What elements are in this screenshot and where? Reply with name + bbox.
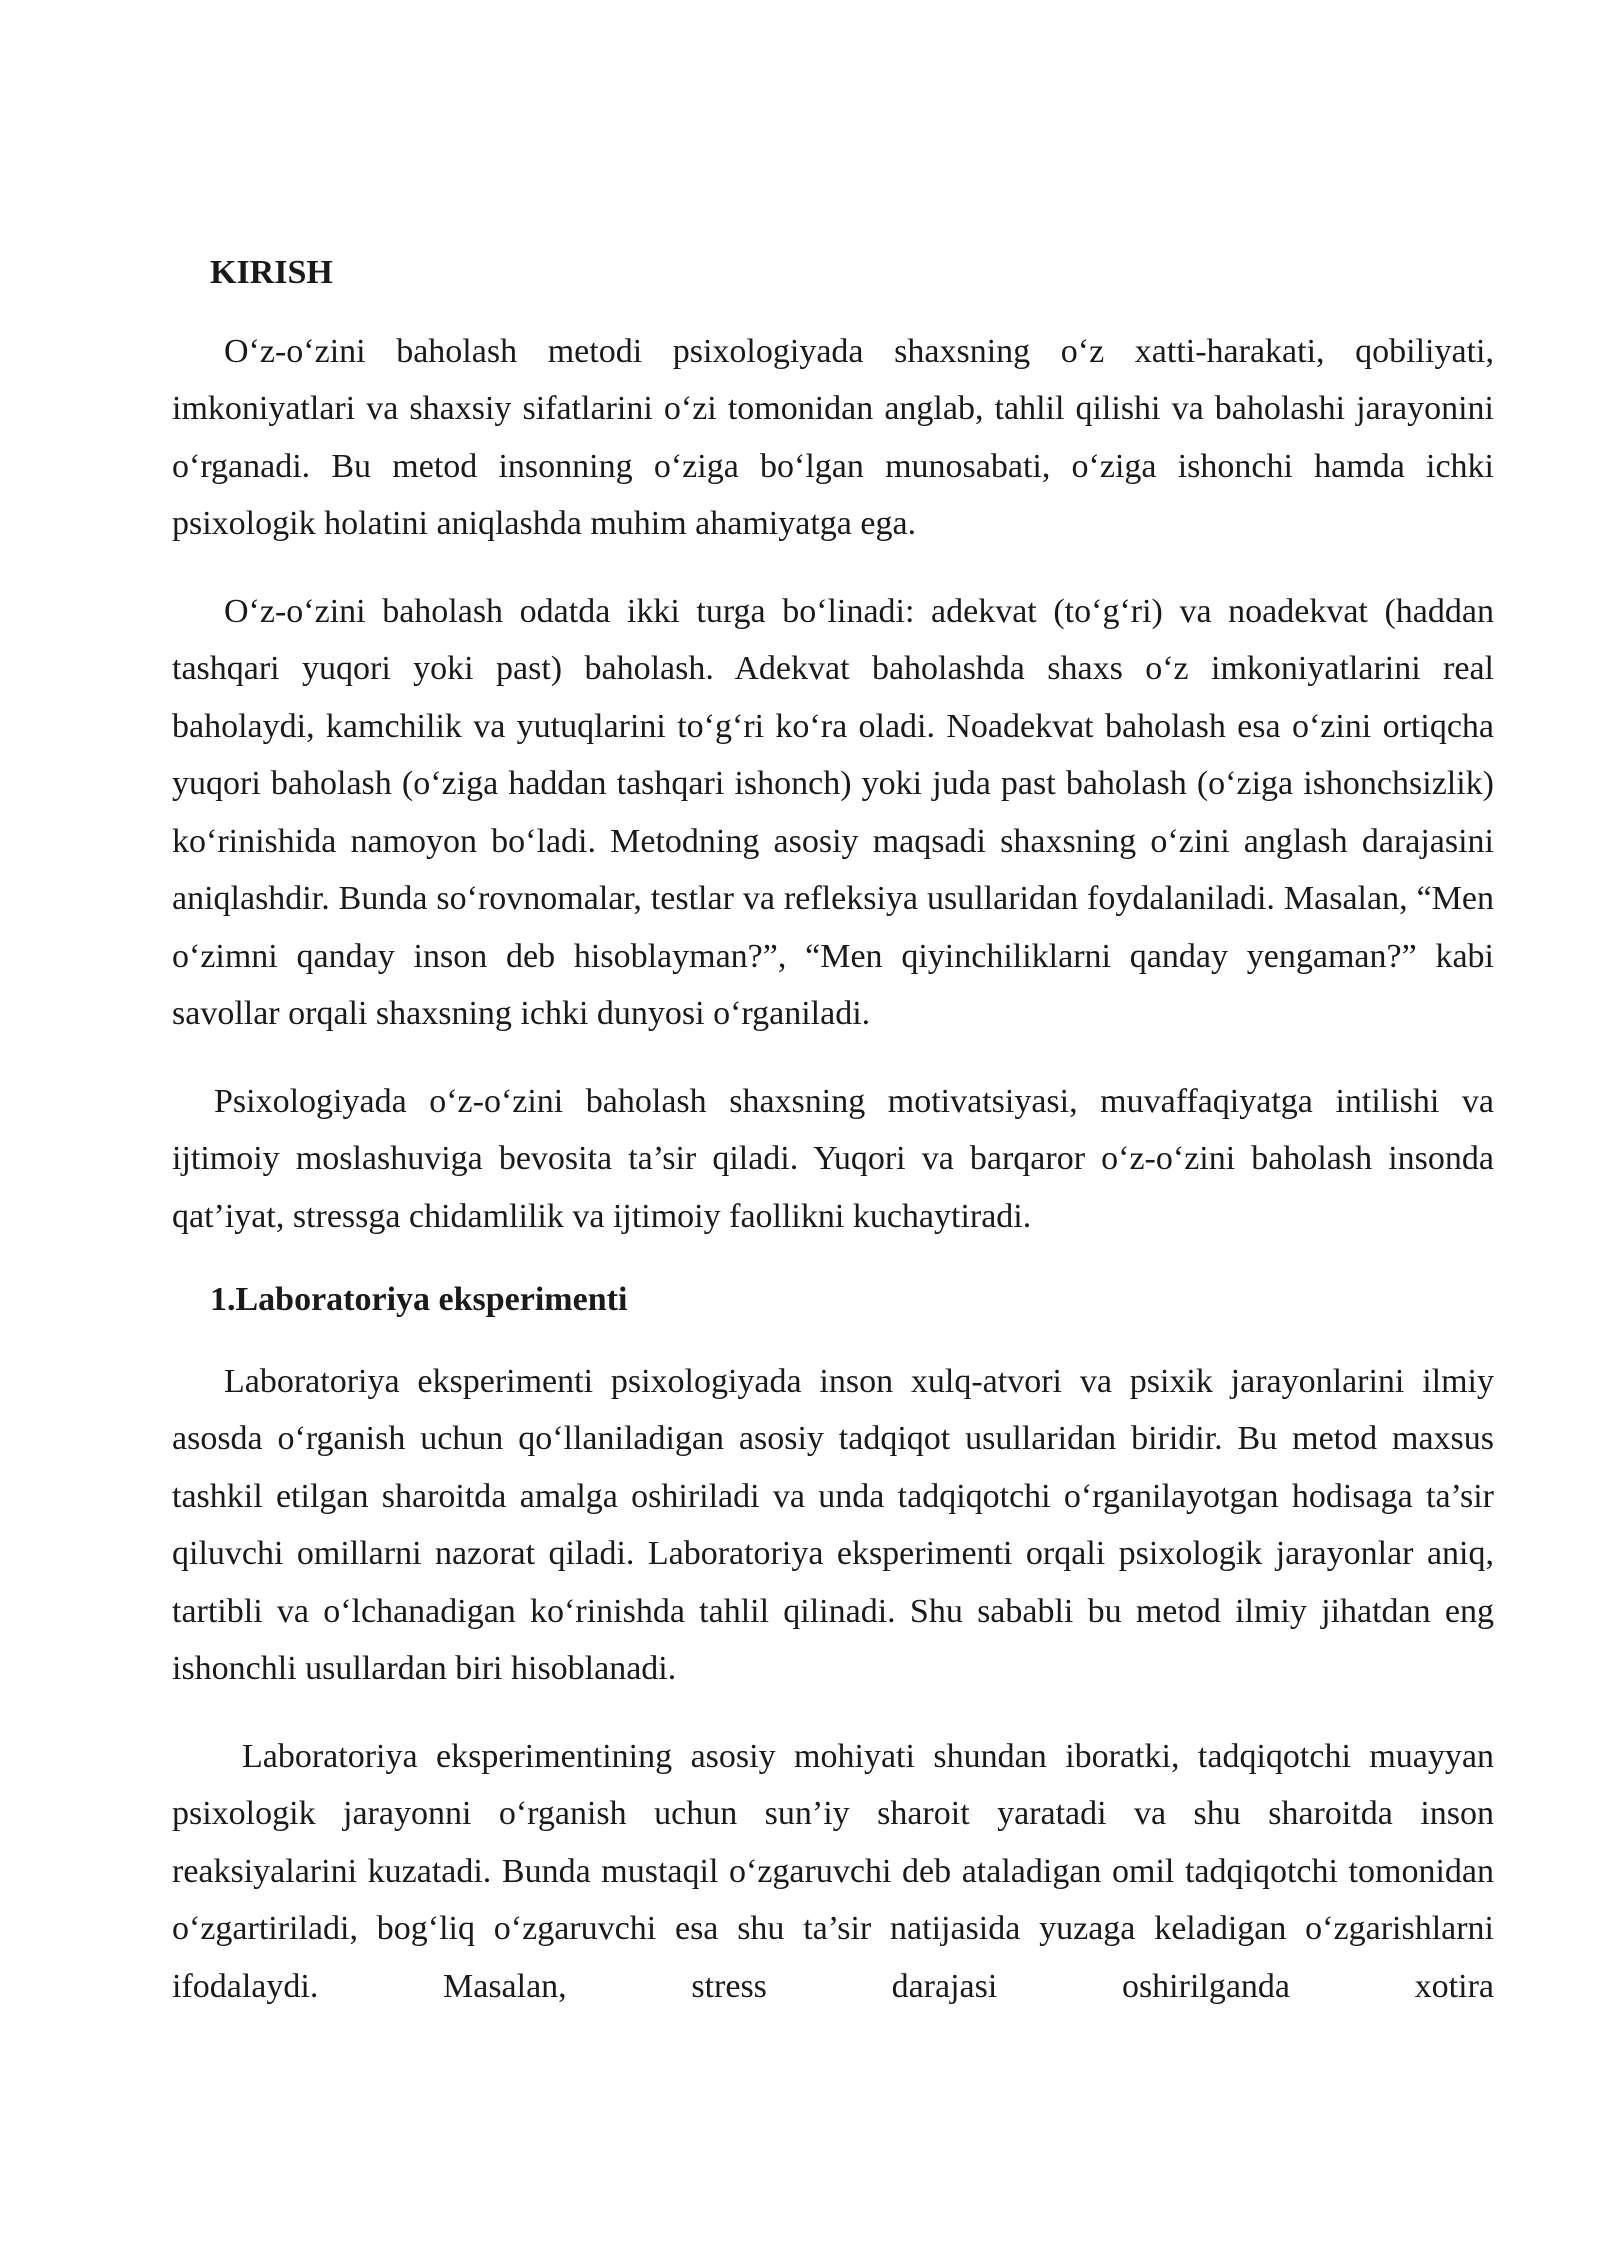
paragraph-intro-3: Psixologiyada o‘z-o‘zini baholash shaxsning motivatsiyasi, muvaffaqiyatga intilishi va ijtimoiy moslashuviga bevosita ta’sir qiladi. Yuqori va barqaror o‘z-o‘zini baholash insonda qat’iyat, stressga chidamlilik va ijtimoiy faollikni kuchaytiradi. [172,1082,1494,1235]
paragraph-section1-2: Laboratoriya eksperimentining asosiy mohiyati shundan iboratki, tadqiqotchi muayyan psixologik jarayonni o‘rganish uchun sun’iy sharoit yaratadi va shu sharoitda inson reaksiyalarini kuzatadi. Bunda mustaqil o‘zgaruvchi deb ataladigan omil tadqiqotchi tomonidan o‘zgartiriladi, bog‘liq o‘zgaruvchi esa shu ta’sir natijasida yuzaga keladigan o‘zgarishlarni ifodalaydi. Masalan, stress darajasi oshirilganda xotira [172,1737,1494,2005]
section-heading-laboratoriya: 1.Laboratoriya eksperimenti [210,1281,628,1318]
paragraph-intro-2: O‘z-o‘zini baholash odatda ikki turga bo‘linadi: adekvat (to‘g‘ri) va noadekvat (haddan tashqari yuqori yoki past) baholash. Adekvat baholashda shaxs o‘z imkoniyatlarini real baholaydi, kamchilik va yutuqlarini to‘g‘ri ko‘ra oladi. Noadekvat baholash esa o‘zini ortiqcha yuqori baholash (o‘ziga haddan tashqari ishonch) yoki juda past baholash (o‘ziga ishonchsizlik) ko‘rinishida namoyon bo‘ladi. Metodning asosiy maqsadi shaxsning o‘zini anglash darajasini aniqlashdir. Bunda so‘rovnomalar, testlar va refleksiya usullaridan foydalaniladi. Masalan, “Men o‘zimni qanday inson deb hisoblayman?”, “Men qiyinchiliklarni qanday yengaman?” kabi savollar orqali shaxsning ichki dunyosi o‘rganiladi. [172,592,1494,1032]
paragraph-section1-1: Laboratoriya eksperimenti psixologiyada inson xulq-atvori va psixik jarayonlarini ilmiy asosda o‘rganish uchun qo‘llaniladigan asosiy tadqiqot usullaridan biridir. Bu metod maxsus tashkil etilgan sharoitda amalga oshiriladi va unda tadqiqotchi o‘rganilayotgan hodisaga ta’sir qiluvchi omillarni nazorat qiladi. Laboratoriya eksperimenti orqali psixologik jarayonlar aniq, tartibli va o‘lchanadigan ko‘rinishda tahlil qilinadi. Shu sababli bu metod ilmiy jihatdan eng ishonchli usullardan biri hisoblanadi. [172,1362,1494,1687]
document-page [172,244,1494,2015]
section-heading-kirish: KIRISH [210,254,333,291]
paragraph-intro-1: O‘z-o‘zini baholash metodi psixologiyada shaxsning o‘z xatti-harakati, qobiliyati, imkoniyatlari va shaxsiy sifatlarini o‘zi tomonidan anglab, tahlil qilishi va baholashi jarayonini o‘rganadi. Bu metod insonning o‘ziga bo‘lgan munosabati, o‘ziga ishonchi hamda ichki psixologik holatini aniqlashda muhim ahamiyatga ega. [172,332,1494,542]
